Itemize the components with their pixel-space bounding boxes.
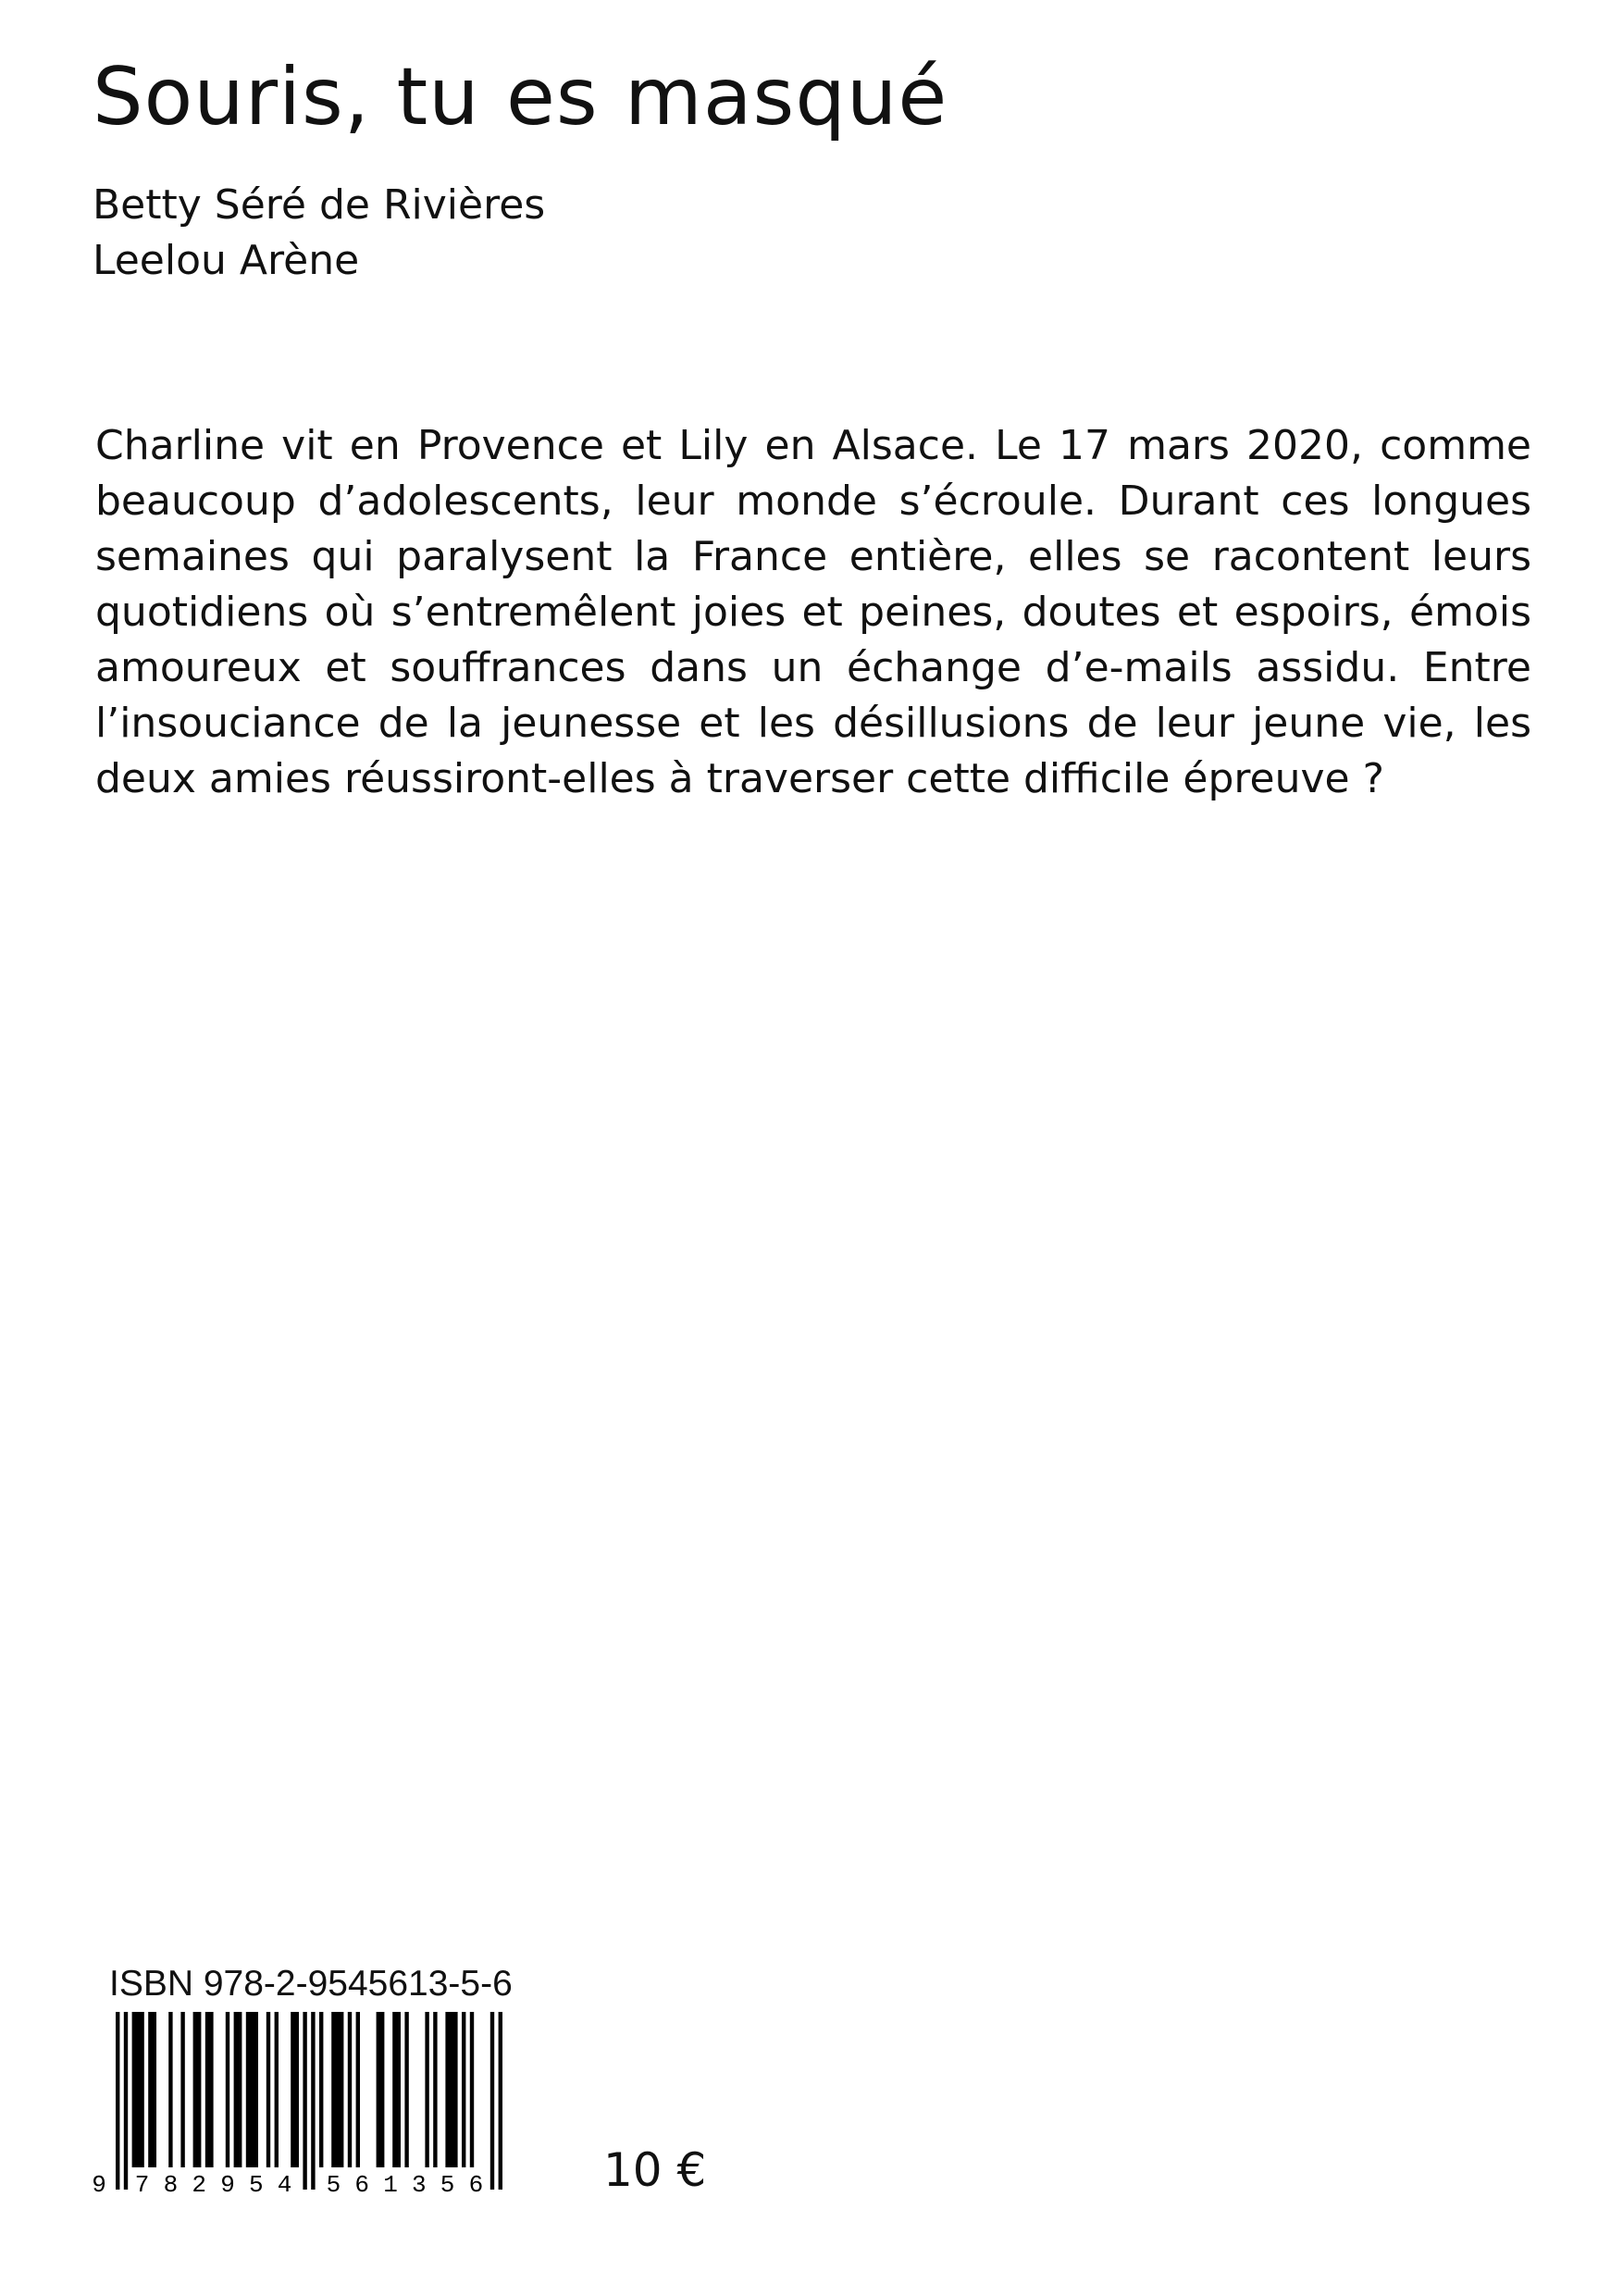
barcode-guard-bar [499, 2012, 502, 2190]
barcode-bar [392, 2012, 401, 2167]
barcode-bar [291, 2012, 299, 2167]
barcode-guard-bar [303, 2012, 306, 2190]
barcode-guard-bar [311, 2012, 315, 2190]
barcode-bar [470, 2012, 474, 2167]
barcode-digit: 4 [277, 2171, 292, 2197]
book-summary: Charline vit en Provence et Lily en Alsace. Le 17 mars 2020, comme beaucoup d’adolescents, leur monde s’écroule. Durant ces longues semaines qui paralysent la France entière, elles se racontent leurs quotidiens où s’entremêlent joies et peines, doutes et espoirs, émois amoureux et souffrances dans un échange d’e-mails assidu. Entre l’insouciance de la jeunesse et les désillusions de leur jeune vie, les deux amies réussiront-elles à traverser cette difficile épreuve ? [95, 422, 1531, 802]
barcode-bar [266, 2012, 270, 2167]
barcode-bar [246, 2012, 258, 2167]
barcode-digit: 2 [192, 2171, 207, 2197]
barcode-bar [275, 2012, 279, 2167]
barcode-bar [319, 2012, 323, 2167]
barcode-bar [404, 2012, 408, 2167]
author-name: Leelou Arène [93, 237, 360, 284]
barcode-bar [377, 2012, 385, 2167]
barcode-bar [180, 2012, 184, 2167]
barcode-digit: 8 [163, 2171, 179, 2197]
barcode-bar [168, 2012, 172, 2167]
barcode-bar [445, 2012, 457, 2167]
barcode-digit: 6 [468, 2171, 484, 2197]
barcode-bar [462, 2012, 465, 2167]
barcode-bar [348, 2012, 352, 2167]
barcode-digit: 9 [92, 2171, 106, 2197]
barcode-digit: 9 [220, 2171, 235, 2197]
barcode-bar [205, 2012, 214, 2167]
barcode-bar [148, 2012, 156, 2167]
price-label: 10 € [603, 2143, 707, 2197]
barcode-bar [331, 2012, 343, 2167]
book-title: Souris, tu es masqué [93, 51, 948, 143]
barcode-digit: 5 [440, 2171, 455, 2197]
barcode-bar [226, 2012, 229, 2167]
barcode-digit: 5 [248, 2171, 264, 2197]
barcode-digit: 5 [326, 2171, 341, 2197]
barcode-bar [193, 2012, 202, 2167]
barcode-bar [234, 2012, 242, 2167]
barcode-guard-bar [116, 2012, 119, 2190]
author-name: Betty Séré de Rivières [93, 181, 546, 229]
barcode-digit: 1 [383, 2171, 398, 2197]
barcode-bar [132, 2012, 144, 2167]
author-list [93, 178, 545, 289]
barcode-bar [356, 2012, 360, 2167]
barcode-guard-bar [124, 2012, 128, 2190]
barcode-digit: 3 [411, 2171, 427, 2197]
barcode [88, 2012, 588, 2197]
isbn-label: ISBN 978-2-9545613-5-6 [109, 1964, 513, 2004]
barcode-guard-bar [490, 2012, 494, 2190]
barcode-digit: 7 [134, 2171, 150, 2197]
barcode-bar [433, 2012, 437, 2167]
barcode-bar [425, 2012, 428, 2167]
barcode-digit: 6 [354, 2171, 370, 2197]
